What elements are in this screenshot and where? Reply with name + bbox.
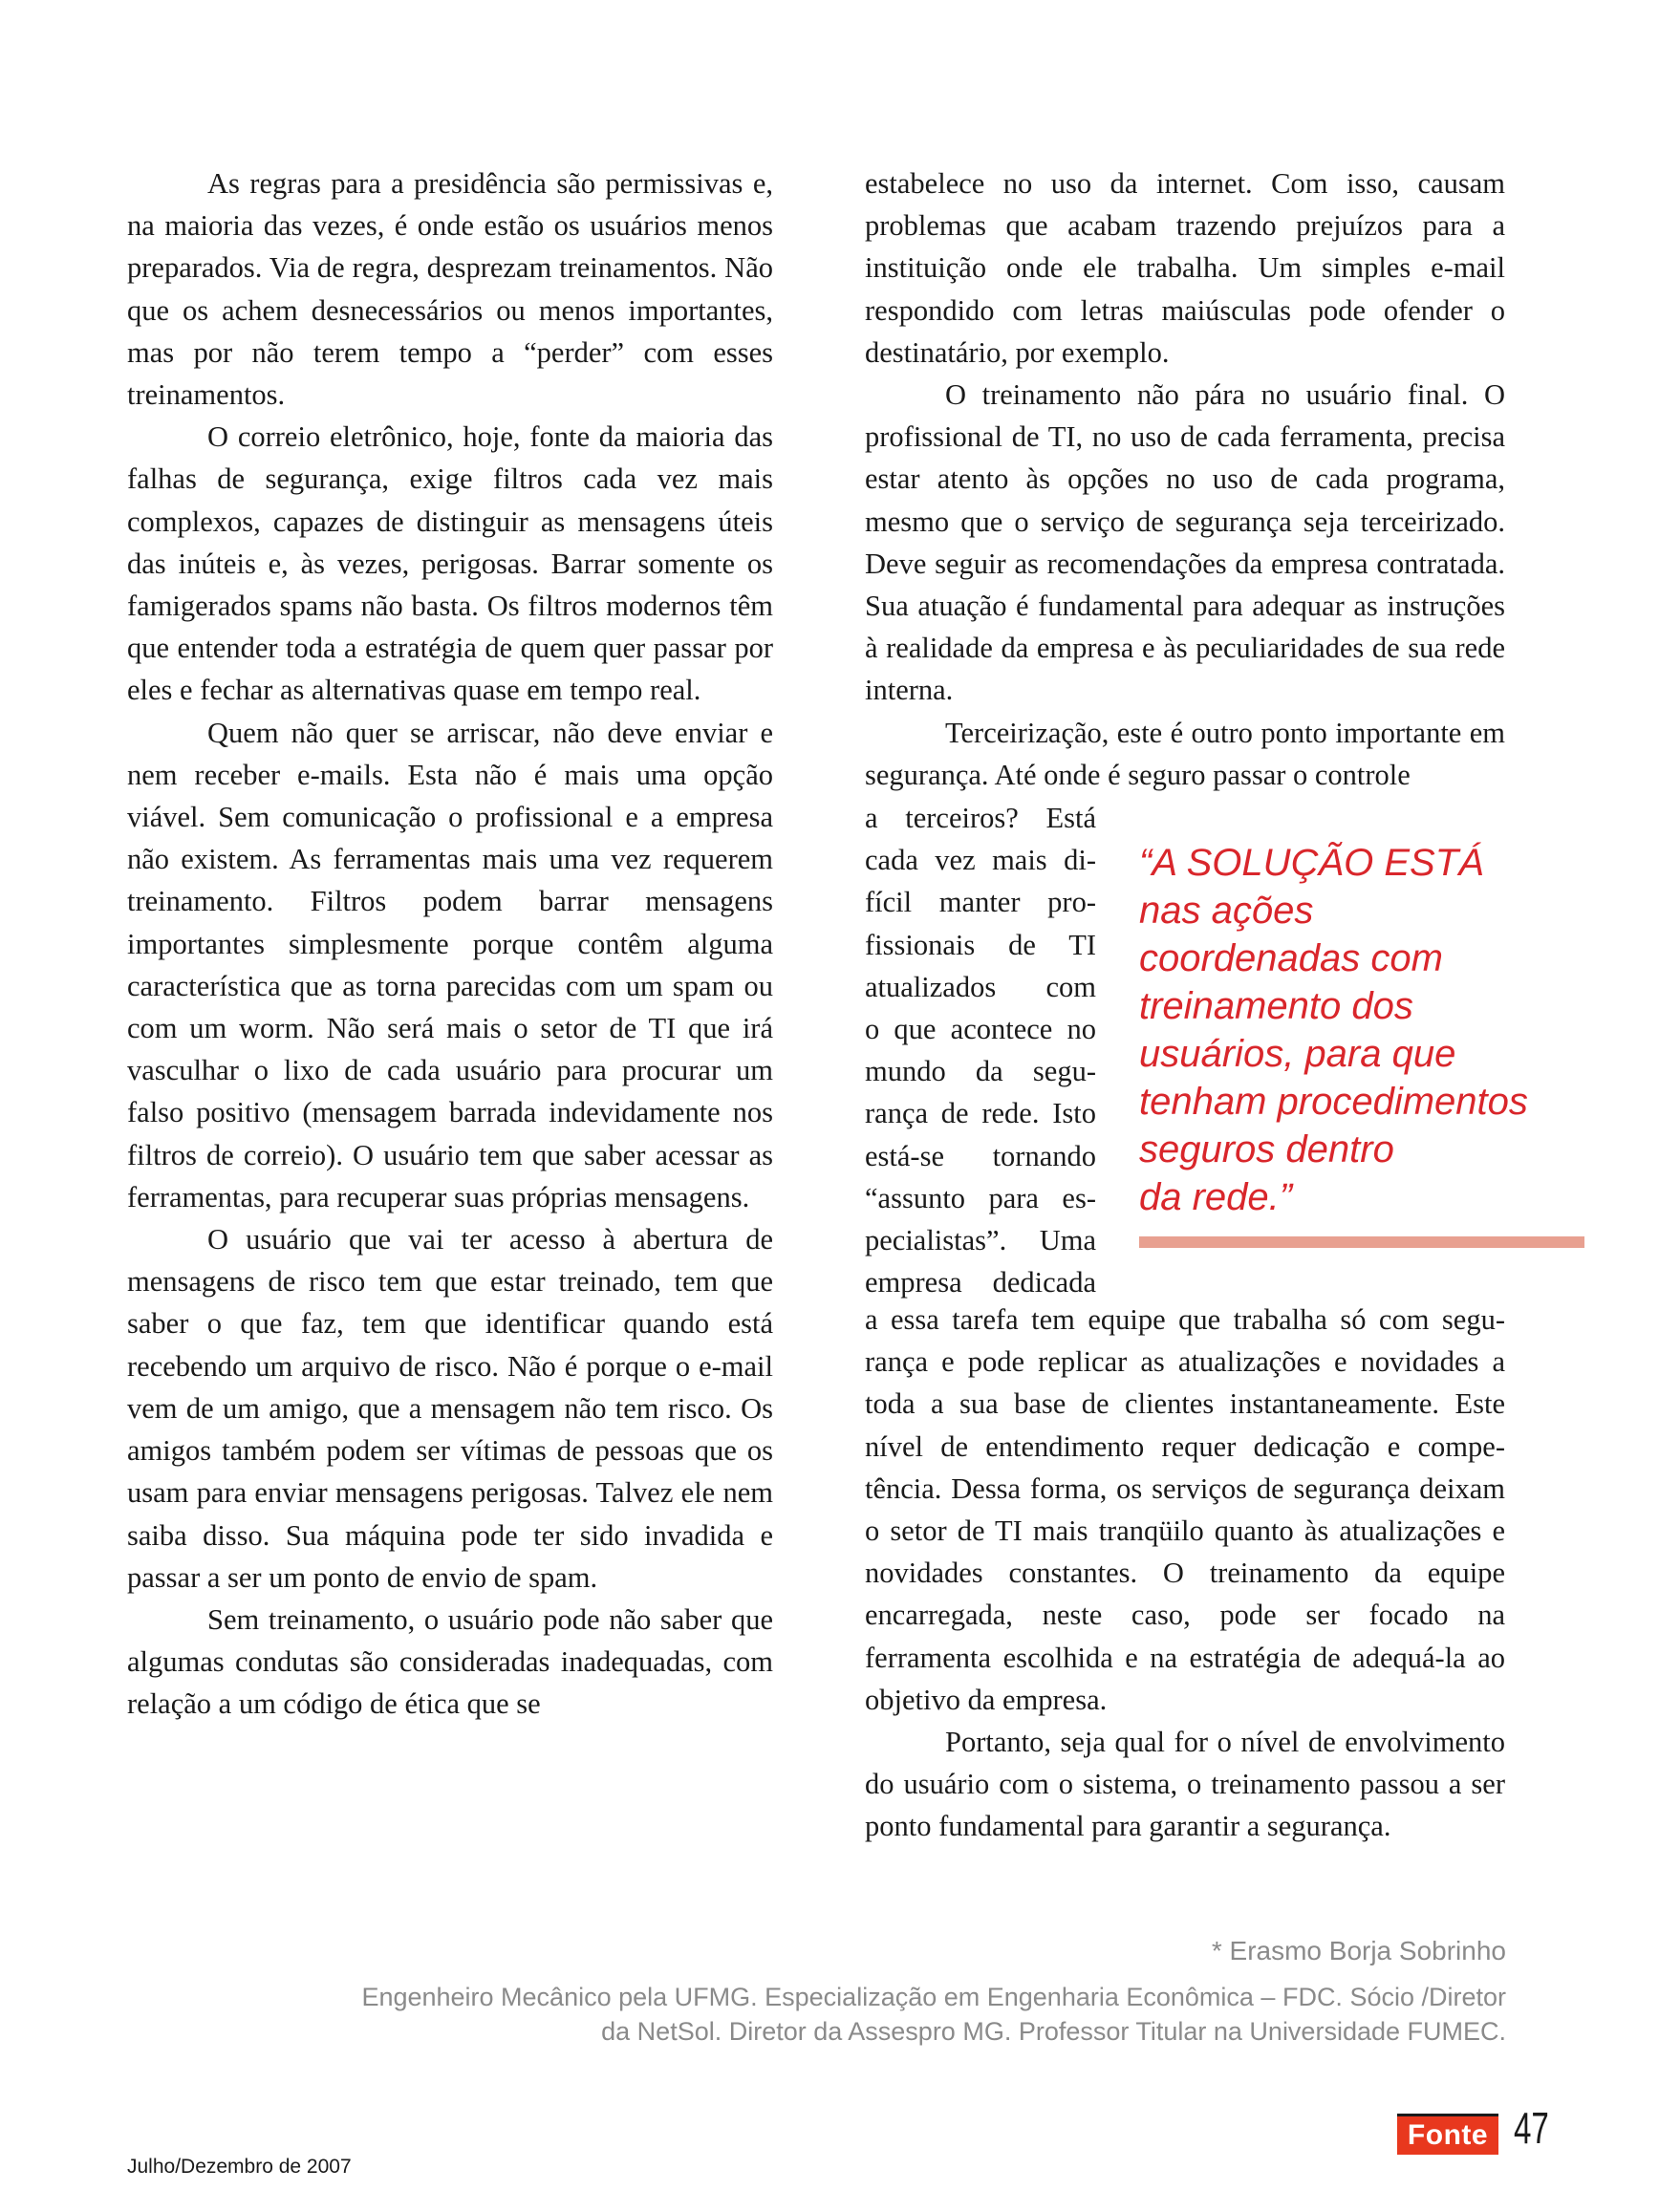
- text-line: o que acontece no: [865, 1013, 1096, 1046]
- paragraph: Quem não quer se arriscar, não deve enviar e nem receber e-mails. Esta não é mais uma opção viável. Sem comunicação o profissional e a empresa não existem. As ferramentas mais uma vez requerem treinamento. Filtros podem barrar mensagens importantes simplesmente porque contêm alguma característica que as torna parecidas com um spam ou com um worm. Não será mais o setor de TI que irá vasculhar o lixo de cada usuário para procurar um falso positivo (mensagem barrada indevidamente nos filtros de correio). O usuário tem que saber acessar as ferramentas, para recuperar suas próprias mensagens.: [127, 716, 773, 1213]
- text-line: cada vez mais di-: [865, 844, 1096, 877]
- pull-quote: “A SOLUÇÃO ESTÁ nas ações coordenadas com treinamento dos usuários, para que tenham procedimentos seguros dentro da rede.”: [1139, 842, 1528, 1218]
- paragraph: O treinamento não pára no usuário final. O profissional de TI, no uso de cada ferramenta, precisa estar atento às opções no uso de cada programa, mesmo que o serviço de segurança seja terceirizado. Deve seguir as recomendações da empresa contratada. Sua atuação é fundamental para adequar as instruções à realidade da empresa e às peculiaridades de sua rede interna.: [865, 378, 1505, 707]
- text-line: pecialistas”. Uma: [865, 1224, 1096, 1257]
- paragraph: Sem treinamento, o usuário pode não saber que algumas condutas são consideradas inadequadas, com relação a um código de ética que se: [127, 1602, 773, 1721]
- left-column: [127, 162, 773, 1726]
- paragraph: Terceirização, este é outro ponto importante em segurança. Até onde é seguro passar o controle: [865, 716, 1505, 791]
- text-line: fissionais de TI: [865, 928, 1096, 961]
- text-line: fícil manter pro-: [865, 886, 1096, 919]
- right-column-narrow: [865, 797, 1096, 1303]
- paragraph: Portanto, seja qual for o nível de envolvimento do usuário com o sistema, o treinamento passou a ser ponto fundamental para garantir a segurança.: [865, 1726, 1505, 1843]
- text-line: empresa dedicada: [865, 1266, 1096, 1299]
- issue-date: Julho/Dezembro de 2007: [127, 2156, 352, 2178]
- text-line: atualizados com: [865, 970, 1096, 1003]
- text-line: mundo da segu-: [865, 1055, 1096, 1088]
- paragraph: O usuário que vai ter acesso à abertura de mensagens de risco tem que estar treinado, tem que saber o que faz, tem que identificar quando está recebendo um arquivo de risco. Não é porque o e-mail vem de um amigo, que a mensagem não tem risco. Os amigos também podem ser vítimas de pessoas que os usam para enviar mensagens perigosas. Talvez ele nem saiba disso. Sua máquina pode ter sido invadida e passar a ser um ponto de envio de spam.: [127, 1223, 773, 1594]
- page-number: 47: [1514, 2103, 1549, 2153]
- right-column-top: [865, 162, 1505, 796]
- author-name: * Erasmo Borja Sobrinho: [1211, 1936, 1506, 1965]
- text-line: está-se tornando: [865, 1139, 1096, 1172]
- text-line: “assunto para es-: [865, 1181, 1096, 1214]
- magazine-logo: [1397, 2114, 1498, 2155]
- author-bio: Engenheiro Mecânico pela UFMG. Especialização em Engenharia Econômica – FDC. Sócio /Diretor da NetSol. Diretor da Assespro MG. Professor Titular na Universidade FUMEC.: [361, 1983, 1506, 2046]
- pull-quote-rule: [1139, 1236, 1584, 1248]
- magazine-logo-text: Fonte: [1407, 2119, 1489, 2151]
- text-line: a terceiros? Está: [865, 802, 1096, 834]
- paragraph: estabelece no uso da internet. Com isso, causam problemas que acabam trazendo prejuízos para a instituição onde ele trabalha. Um simples e-mail respondido com letras maiúsculas pode ofender o destinatário, por exemplo.: [865, 167, 1505, 369]
- paragraph: a essa tarefa tem equipe que trabalha só com segurança e pode replicar as atualizações e novidades a toda a sua base de clientes instantaneamente. Este nível de entendimento requer dedicação e competência. Dessa forma, os serviços de segurança deixam o setor de TI mais tranqüilo quanto às atualizações e novidades constantes. O treinamento da equipe encarregada, neste caso, pode ser focado na ferramenta escolhida e na estratégia de adequá-la ao objetivo da empresa.: [865, 1303, 1505, 1716]
- text-line: rança de rede. Isto: [865, 1097, 1096, 1130]
- paragraph: As regras para a presidência são permissivas e, na maioria das vezes, é onde estão os usuários menos preparados. Via de regra, desprezam treinamentos. Não que os achem desnecessários ou menos importantes, mas por não terem tempo a “perder” com esses treinamentos.: [127, 167, 773, 412]
- paragraph: O correio eletrônico, hoje, fonte da maioria das falhas de segurança, exige filtros cada vez mais complexos, capazes de distinguir as mensagens úteis das inúteis e, às vezes, perigosas. Barrar somente os famigerados spams não basta. Os filtros modernos têm que entender toda a estratégia de quem quer passar por eles e fechar as alternativas quase em tempo real.: [127, 420, 773, 707]
- right-column-bottom: [865, 1299, 1505, 1848]
